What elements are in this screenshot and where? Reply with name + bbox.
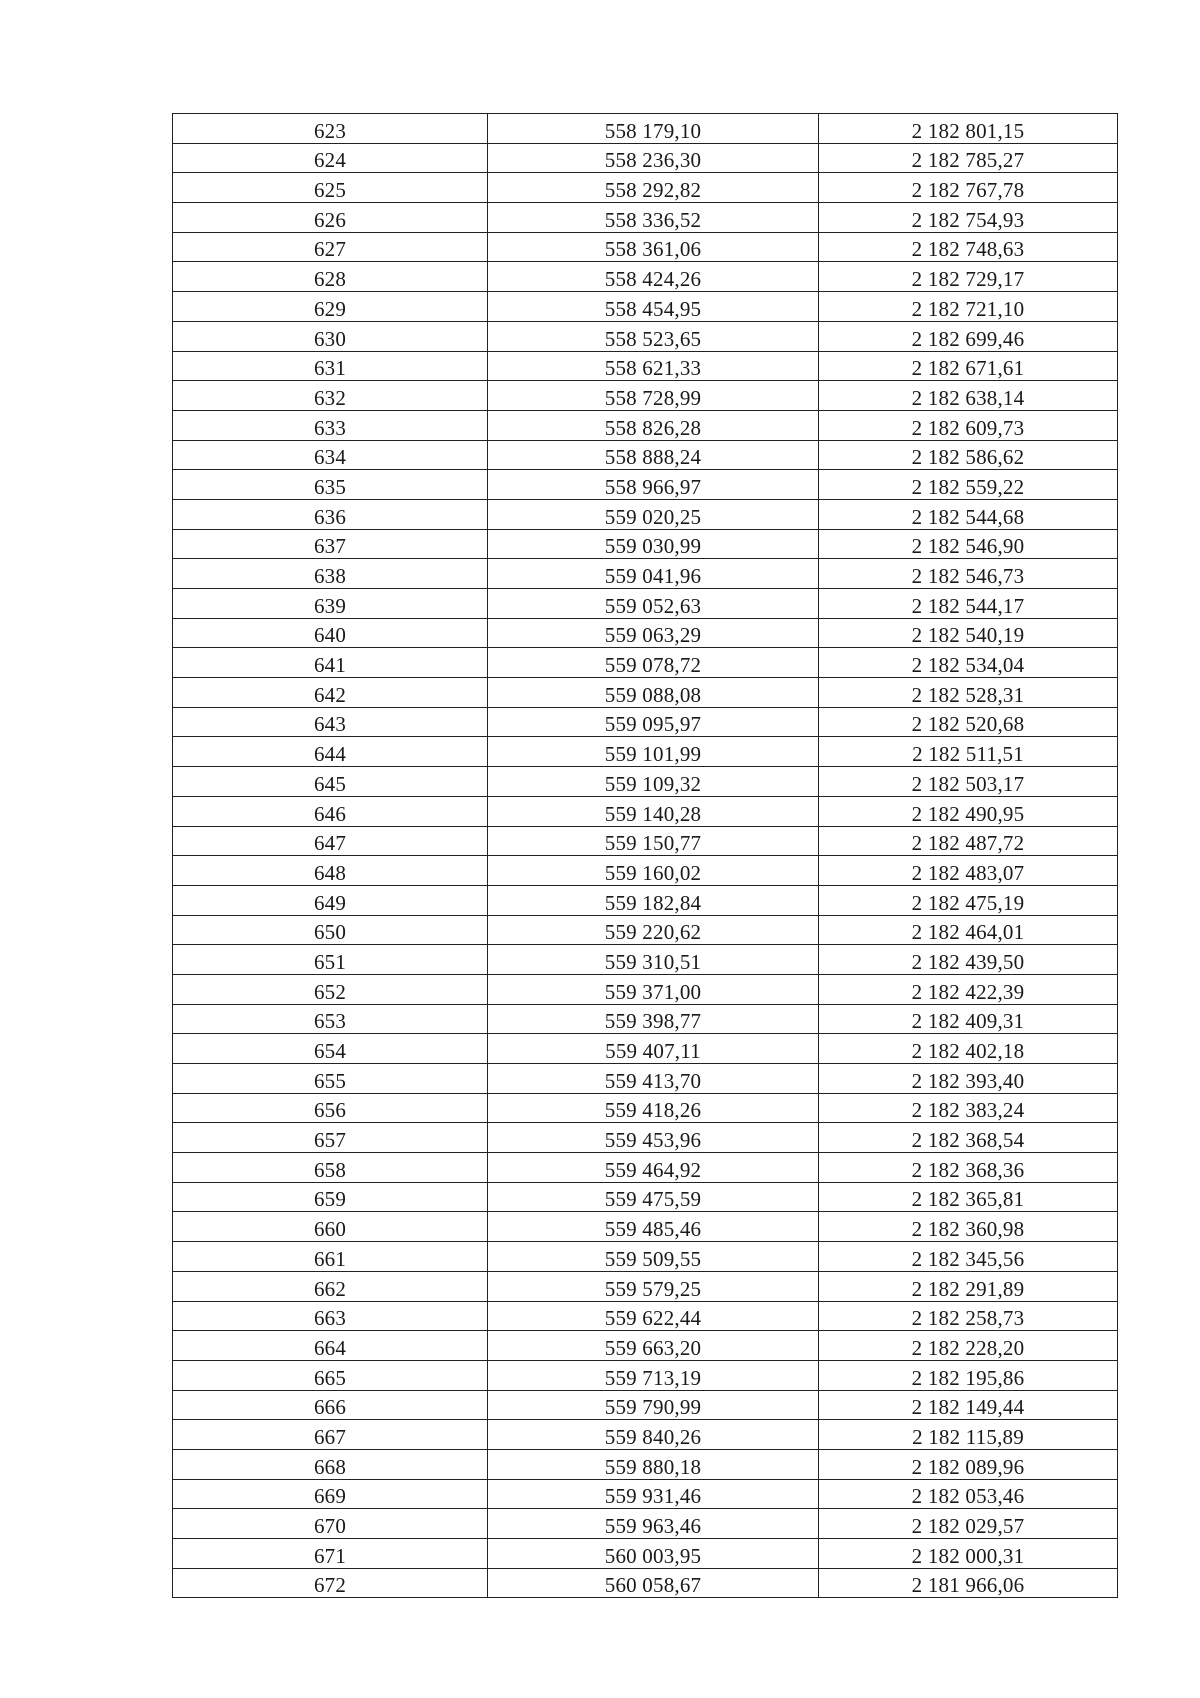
x-coordinate-cell: 558 179,10 — [488, 114, 819, 144]
x-coordinate-cell: 558 621,33 — [488, 351, 819, 381]
point-number-cell: 624 — [173, 143, 488, 173]
table-row — [173, 1182, 1118, 1212]
y-coordinate-cell: 2 182 748,63 — [819, 232, 1118, 262]
table-row — [173, 292, 1118, 322]
table-row — [173, 499, 1118, 529]
x-coordinate-cell: 558 728,99 — [488, 381, 819, 411]
point-number-cell: 645 — [173, 767, 488, 797]
table-row — [173, 1093, 1118, 1123]
y-coordinate-cell: 2 182 053,46 — [819, 1479, 1118, 1509]
y-coordinate-cell: 2 182 528,31 — [819, 678, 1118, 708]
x-coordinate-cell: 559 418,26 — [488, 1093, 819, 1123]
x-coordinate-cell: 558 454,95 — [488, 292, 819, 322]
x-coordinate-cell: 559 485,46 — [488, 1212, 819, 1242]
point-number-cell: 633 — [173, 410, 488, 440]
point-number-cell: 660 — [173, 1212, 488, 1242]
x-coordinate-cell: 558 292,82 — [488, 173, 819, 203]
x-coordinate-cell: 558 888,24 — [488, 440, 819, 470]
y-coordinate-cell: 2 182 671,61 — [819, 351, 1118, 381]
table-row — [173, 1509, 1118, 1539]
point-number-cell: 649 — [173, 885, 488, 915]
table-row — [173, 1479, 1118, 1509]
point-number-cell: 671 — [173, 1539, 488, 1569]
x-coordinate-cell: 559 579,25 — [488, 1271, 819, 1301]
y-coordinate-cell: 2 182 785,27 — [819, 143, 1118, 173]
point-number-cell: 637 — [173, 529, 488, 559]
table-row — [173, 678, 1118, 708]
point-number-cell: 640 — [173, 618, 488, 648]
table-row — [173, 856, 1118, 886]
table-row — [173, 1390, 1118, 1420]
point-number-cell: 658 — [173, 1153, 488, 1183]
y-coordinate-cell: 2 182 089,96 — [819, 1449, 1118, 1479]
x-coordinate-cell: 559 160,02 — [488, 856, 819, 886]
x-coordinate-cell: 559 931,46 — [488, 1479, 819, 1509]
point-number-cell: 643 — [173, 707, 488, 737]
point-number-cell: 625 — [173, 173, 488, 203]
y-coordinate-cell: 2 182 409,31 — [819, 1004, 1118, 1034]
point-number-cell: 635 — [173, 470, 488, 500]
x-coordinate-cell: 559 041,96 — [488, 559, 819, 589]
x-coordinate-cell: 559 475,59 — [488, 1182, 819, 1212]
table-row — [173, 114, 1118, 144]
table-row — [173, 1331, 1118, 1361]
table-row — [173, 1449, 1118, 1479]
table-row — [173, 351, 1118, 381]
point-number-cell: 639 — [173, 589, 488, 619]
y-coordinate-cell: 2 182 422,39 — [819, 974, 1118, 1004]
y-coordinate-cell: 2 182 029,57 — [819, 1509, 1118, 1539]
table-row — [173, 1420, 1118, 1450]
table-row — [173, 1004, 1118, 1034]
y-coordinate-cell: 2 182 540,19 — [819, 618, 1118, 648]
table-row — [173, 1301, 1118, 1331]
x-coordinate-cell: 559 840,26 — [488, 1420, 819, 1450]
y-coordinate-cell: 2 182 195,86 — [819, 1360, 1118, 1390]
table-row — [173, 648, 1118, 678]
y-coordinate-cell: 2 182 546,73 — [819, 559, 1118, 589]
table-row — [173, 529, 1118, 559]
y-coordinate-cell: 2 182 115,89 — [819, 1420, 1118, 1450]
x-coordinate-cell: 559 063,29 — [488, 618, 819, 648]
x-coordinate-cell: 559 030,99 — [488, 529, 819, 559]
x-coordinate-cell: 559 078,72 — [488, 648, 819, 678]
table-row — [173, 796, 1118, 826]
table-row — [173, 381, 1118, 411]
point-number-cell: 638 — [173, 559, 488, 589]
x-coordinate-cell: 558 236,30 — [488, 143, 819, 173]
y-coordinate-cell: 2 182 721,10 — [819, 292, 1118, 322]
x-coordinate-cell: 558 336,52 — [488, 203, 819, 233]
y-coordinate-cell: 2 182 511,51 — [819, 737, 1118, 767]
table-row — [173, 589, 1118, 619]
y-coordinate-cell: 2 182 559,22 — [819, 470, 1118, 500]
y-coordinate-cell: 2 182 546,90 — [819, 529, 1118, 559]
x-coordinate-cell: 559 220,62 — [488, 915, 819, 945]
y-coordinate-cell: 2 182 258,73 — [819, 1301, 1118, 1331]
x-coordinate-cell: 559 963,46 — [488, 1509, 819, 1539]
point-number-cell: 641 — [173, 648, 488, 678]
y-coordinate-cell: 2 182 503,17 — [819, 767, 1118, 797]
y-coordinate-cell: 2 182 609,73 — [819, 410, 1118, 440]
point-number-cell: 655 — [173, 1064, 488, 1094]
y-coordinate-cell: 2 181 966,06 — [819, 1568, 1118, 1598]
coordinates-table — [172, 113, 1118, 1598]
table-row — [173, 321, 1118, 351]
point-number-cell: 666 — [173, 1390, 488, 1420]
coordinates-table-body — [173, 114, 1118, 1598]
x-coordinate-cell: 559 464,92 — [488, 1153, 819, 1183]
y-coordinate-cell: 2 182 801,15 — [819, 114, 1118, 144]
point-number-cell: 664 — [173, 1331, 488, 1361]
y-coordinate-cell: 2 182 402,18 — [819, 1034, 1118, 1064]
point-number-cell: 667 — [173, 1420, 488, 1450]
x-coordinate-cell: 558 361,06 — [488, 232, 819, 262]
y-coordinate-cell: 2 182 544,68 — [819, 499, 1118, 529]
x-coordinate-cell: 559 052,63 — [488, 589, 819, 619]
x-coordinate-cell: 560 058,67 — [488, 1568, 819, 1598]
point-number-cell: 647 — [173, 826, 488, 856]
x-coordinate-cell: 559 109,32 — [488, 767, 819, 797]
table-row — [173, 143, 1118, 173]
point-number-cell: 669 — [173, 1479, 488, 1509]
x-coordinate-cell: 558 966,97 — [488, 470, 819, 500]
y-coordinate-cell: 2 182 638,14 — [819, 381, 1118, 411]
y-coordinate-cell: 2 182 439,50 — [819, 945, 1118, 975]
table-row — [173, 737, 1118, 767]
y-coordinate-cell: 2 182 149,44 — [819, 1390, 1118, 1420]
table-row — [173, 262, 1118, 292]
y-coordinate-cell: 2 182 475,19 — [819, 885, 1118, 915]
point-number-cell: 627 — [173, 232, 488, 262]
y-coordinate-cell: 2 182 393,40 — [819, 1064, 1118, 1094]
table-row — [173, 826, 1118, 856]
point-number-cell: 665 — [173, 1360, 488, 1390]
table-row — [173, 1153, 1118, 1183]
point-number-cell: 650 — [173, 915, 488, 945]
x-coordinate-cell: 559 182,84 — [488, 885, 819, 915]
y-coordinate-cell: 2 182 483,07 — [819, 856, 1118, 886]
x-coordinate-cell: 559 880,18 — [488, 1449, 819, 1479]
x-coordinate-cell: 558 826,28 — [488, 410, 819, 440]
table-row — [173, 945, 1118, 975]
table-row — [173, 1360, 1118, 1390]
point-number-cell: 629 — [173, 292, 488, 322]
table-row — [173, 1034, 1118, 1064]
y-coordinate-cell: 2 182 291,89 — [819, 1271, 1118, 1301]
point-number-cell: 659 — [173, 1182, 488, 1212]
point-number-cell: 663 — [173, 1301, 488, 1331]
table-row — [173, 559, 1118, 589]
point-number-cell: 672 — [173, 1568, 488, 1598]
y-coordinate-cell: 2 182 729,17 — [819, 262, 1118, 292]
y-coordinate-cell: 2 182 360,98 — [819, 1212, 1118, 1242]
y-coordinate-cell: 2 182 534,04 — [819, 648, 1118, 678]
point-number-cell: 652 — [173, 974, 488, 1004]
table-row — [173, 1539, 1118, 1569]
y-coordinate-cell: 2 182 368,36 — [819, 1153, 1118, 1183]
point-number-cell: 657 — [173, 1123, 488, 1153]
point-number-cell: 626 — [173, 203, 488, 233]
y-coordinate-cell: 2 182 490,95 — [819, 796, 1118, 826]
point-number-cell: 651 — [173, 945, 488, 975]
point-number-cell: 631 — [173, 351, 488, 381]
y-coordinate-cell: 2 182 754,93 — [819, 203, 1118, 233]
x-coordinate-cell: 558 424,26 — [488, 262, 819, 292]
point-number-cell: 632 — [173, 381, 488, 411]
table-row — [173, 767, 1118, 797]
x-coordinate-cell: 559 310,51 — [488, 945, 819, 975]
point-number-cell: 646 — [173, 796, 488, 826]
x-coordinate-cell: 560 003,95 — [488, 1539, 819, 1569]
point-number-cell: 628 — [173, 262, 488, 292]
x-coordinate-cell: 559 453,96 — [488, 1123, 819, 1153]
table-row — [173, 707, 1118, 737]
y-coordinate-cell: 2 182 000,31 — [819, 1539, 1118, 1569]
table-row — [173, 1212, 1118, 1242]
x-coordinate-cell: 559 398,77 — [488, 1004, 819, 1034]
point-number-cell: 642 — [173, 678, 488, 708]
x-coordinate-cell: 559 413,70 — [488, 1064, 819, 1094]
y-coordinate-cell: 2 182 345,56 — [819, 1242, 1118, 1272]
table-row — [173, 1271, 1118, 1301]
point-number-cell: 662 — [173, 1271, 488, 1301]
x-coordinate-cell: 559 095,97 — [488, 707, 819, 737]
table-row — [173, 232, 1118, 262]
y-coordinate-cell: 2 182 699,46 — [819, 321, 1118, 351]
x-coordinate-cell: 559 088,08 — [488, 678, 819, 708]
y-coordinate-cell: 2 182 464,01 — [819, 915, 1118, 945]
x-coordinate-cell: 559 407,11 — [488, 1034, 819, 1064]
table-row — [173, 1568, 1118, 1598]
x-coordinate-cell: 559 101,99 — [488, 737, 819, 767]
y-coordinate-cell: 2 182 544,17 — [819, 589, 1118, 619]
point-number-cell: 648 — [173, 856, 488, 886]
x-coordinate-cell: 559 150,77 — [488, 826, 819, 856]
table-row — [173, 173, 1118, 203]
table-row — [173, 885, 1118, 915]
y-coordinate-cell: 2 182 586,62 — [819, 440, 1118, 470]
table-row — [173, 410, 1118, 440]
point-number-cell: 661 — [173, 1242, 488, 1272]
table-row — [173, 470, 1118, 500]
table-row — [173, 203, 1118, 233]
table-row — [173, 618, 1118, 648]
point-number-cell: 623 — [173, 114, 488, 144]
x-coordinate-cell: 559 663,20 — [488, 1331, 819, 1361]
table-row — [173, 1242, 1118, 1272]
table-row — [173, 440, 1118, 470]
x-coordinate-cell: 559 371,00 — [488, 974, 819, 1004]
y-coordinate-cell: 2 182 383,24 — [819, 1093, 1118, 1123]
table-row — [173, 974, 1118, 1004]
table-row — [173, 1123, 1118, 1153]
y-coordinate-cell: 2 182 520,68 — [819, 707, 1118, 737]
x-coordinate-cell: 559 020,25 — [488, 499, 819, 529]
x-coordinate-cell: 559 790,99 — [488, 1390, 819, 1420]
y-coordinate-cell: 2 182 767,78 — [819, 173, 1118, 203]
point-number-cell: 636 — [173, 499, 488, 529]
point-number-cell: 670 — [173, 1509, 488, 1539]
x-coordinate-cell: 558 523,65 — [488, 321, 819, 351]
point-number-cell: 630 — [173, 321, 488, 351]
y-coordinate-cell: 2 182 365,81 — [819, 1182, 1118, 1212]
point-number-cell: 668 — [173, 1449, 488, 1479]
point-number-cell: 654 — [173, 1034, 488, 1064]
x-coordinate-cell: 559 713,19 — [488, 1360, 819, 1390]
x-coordinate-cell: 559 622,44 — [488, 1301, 819, 1331]
y-coordinate-cell: 2 182 228,20 — [819, 1331, 1118, 1361]
y-coordinate-cell: 2 182 368,54 — [819, 1123, 1118, 1153]
point-number-cell: 634 — [173, 440, 488, 470]
table-row — [173, 1064, 1118, 1094]
point-number-cell: 644 — [173, 737, 488, 767]
y-coordinate-cell: 2 182 487,72 — [819, 826, 1118, 856]
x-coordinate-cell: 559 140,28 — [488, 796, 819, 826]
x-coordinate-cell: 559 509,55 — [488, 1242, 819, 1272]
point-number-cell: 656 — [173, 1093, 488, 1123]
table-row — [173, 915, 1118, 945]
point-number-cell: 653 — [173, 1004, 488, 1034]
